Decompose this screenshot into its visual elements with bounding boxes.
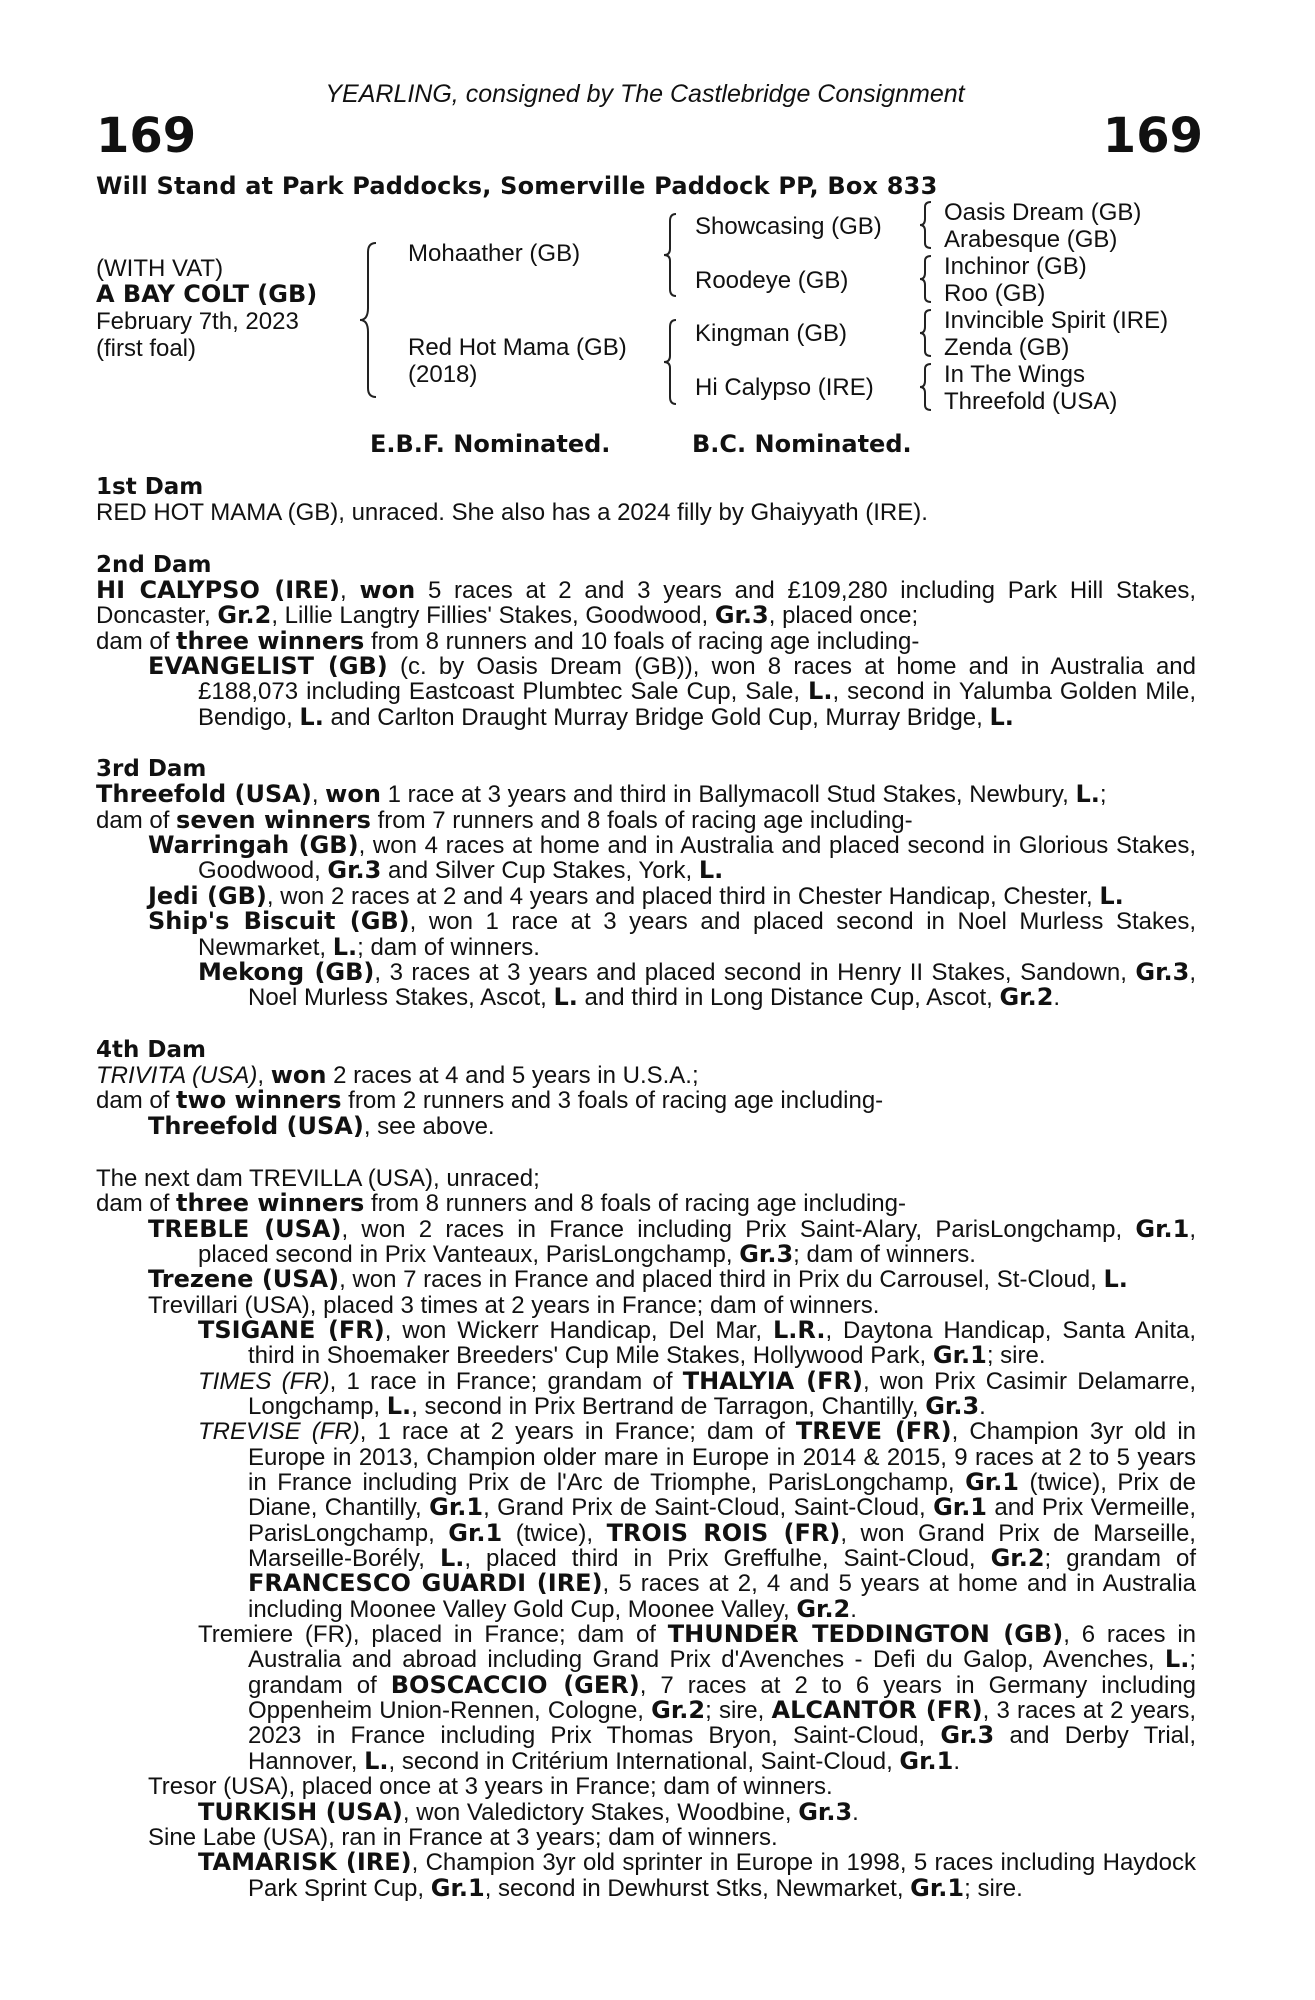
stand-location: Will Stand at Park Paddocks, Somerville Paddock PP, Box 833	[96, 172, 938, 200]
progeny-trevillari: Trevillari (USA), placed 3 times at 2 years in France; dam of winners.	[148, 1291, 880, 1319]
progeny-treble: TREBLE (USA), won 2 races in France including Prix Saint-Alary, ParisLongchamp, Gr.1, placed second in Prix Vanteaux, ParisLongchamp, Gr.3; dam of winners.	[148, 1214, 1197, 1268]
pedigree-dds: In The Wings	[944, 361, 1085, 388]
progeny-sine-labe: Sine Labe (USA), ran in France at 3 years; dam of winners.	[148, 1823, 778, 1851]
progeny-trevise: TREVISE (FR), 1 race at 2 years in France; dam of TREVE (FR), Champion 3yr old in Europe in 2013, Champion older mare in Europe in 2014 & 2015, 9 races at 2 to 5 years in France including Prix de l'Arc de Triomphe, ParisLongchamp, Gr.1 (twice), Prix de Diane, Chantilly, Gr.1, Grand Prix de Saint-Cloud, Saint-Cloud, Gr.1 and Prix Vermeille, ParisLongchamp, Gr.1 (twice), TROIS ROIS (FR), won Grand Prix de Marseille, Marseille-Borély, L., placed third in Prix Greffulhe, Saint-Cloud, Gr.2; grandam of FRANCESCO GUARDI (IRE), 5 races at 2, 4 and 5 years at home and in Australia including Moonee Valley Gold Cup, Moonee Valley, Gr.2.	[198, 1417, 1196, 1623]
third-dam-heading: 3rd Dam	[96, 756, 207, 783]
pedigree-dam-sire: Kingman (GB)	[695, 320, 848, 347]
first-dam-text: RED HOT MAMA (GB), unraced. She also has a 2024 filly by Ghaiyyath (IRE).	[96, 499, 928, 527]
lot-number-left: 169	[96, 108, 197, 164]
vat-note: (WITH VAT)	[96, 255, 224, 282]
pedigree-sds: Inchinor (GB)	[944, 253, 1087, 280]
second-dam-heading: 2nd Dam	[96, 551, 212, 578]
progeny-tamarisk: TAMARISK (IRE), Champion 3yr old sprinter in Europe in 1998, 5 races including Haydock Park Sprint Cup, Gr.1, second in Dewhurst Stks, Newmarket, Gr.1; sire.	[198, 1848, 1196, 1902]
progeny-trezene: Trezene (USA), won 7 races in France and placed third in Prix du Carrousel, St-Cloud, L.	[148, 1265, 1128, 1294]
fourth-dam-heading: 4th Dam	[96, 1036, 206, 1063]
pedigree-sire-brace	[662, 212, 682, 298]
progeny-mekong: Mekong (GB), 3 races at 3 years and placed second in Henry II Stakes, Sandown, Gr.3, Noel Murless Stakes, Ascot, L. and third in Long Distance Cup, Ascot, Gr.2.	[198, 957, 1196, 1012]
pedigree-brace-3d	[918, 362, 936, 412]
pedigree-ssd: Arabesque (GB)	[944, 226, 1118, 253]
pedigree-brace-3c	[918, 308, 936, 358]
pedigree-brace-3a	[918, 200, 936, 250]
progeny-warringah: Warringah (GB), won 4 races at home and in Australia and placed second in Glorious Stakes, Goodwood, Gr.3 and Silver Cup Stakes, York, L.	[148, 831, 1197, 885]
progeny-turkish: TURKISH (USA), won Valedictory Stakes, Woodbine, Gr.3.	[198, 1797, 859, 1826]
catalogue-body	[96, 475, 1196, 1901]
pedigree-sss: Oasis Dream (GB)	[944, 199, 1142, 226]
progeny-threefold: Threefold (USA), see above.	[148, 1111, 495, 1140]
pedigree-sire-sire: Showcasing (GB)	[695, 213, 882, 240]
fourth-dam-text: TRIVITA (USA), won 2 races at 4 and 5 years in U.S.A.; dam of two winners from 2 runners and 3 foals of racing age including-	[96, 1060, 884, 1115]
progeny-tresor: Tresor (USA), placed once at 3 years in France; dam of winners.	[148, 1773, 833, 1801]
pedigree-dam: Red Hot Mama (GB)	[408, 334, 627, 361]
pedigree-dsd: Zenda (GB)	[944, 334, 1070, 361]
progeny-tremiere: Tremiere (FR), placed in France; dam of THUNDER TEDDINGTON (GB), 6 races in Australia and abroad including Grand Prix d'Avenches - Defi du Galop, Avenches, L.; grandam of BOSCACCIO (GER), 7 races at 2 to 6 years in Germany including Oppenheim Union-Rennen, Cologne, Gr.2; sire, ALCANTOR (FR), 3 races at 2 years, 2023 in France including Prix Thomas Bryon, Saint-Cloud, Gr.3 and Derby Trial, Hannover, L., second in Critérium International, Saint-Cloud, Gr.1.	[198, 1620, 1197, 1775]
progeny-jedi: Jedi (GB), won 2 races at 2 and 4 years and placed third in Chester Handicap, Chester, L.	[148, 881, 1124, 910]
progeny-evangelist: EVANGELIST (GB) (c. by Oasis Dream (GB)), won 8 races at home and in Australia and £188,073 including Eastcoast Plumbtec Sale Cup, Sale, L., second in Yalumba Golden Mile, Bendigo, L. and Carlton Draught Murray Bridge Gold Cup, Murray Bridge, L.	[148, 652, 1196, 731]
pedigree-sire-dam: Roodeye (GB)	[695, 267, 849, 294]
pedigree-brace-3b	[918, 254, 936, 304]
horse-name: A BAY COLT (GB)	[96, 280, 318, 308]
next-dam-text: The next dam TREVILLA (USA), unraced; dam of three winners from 8 runners and 8 foals of racing age including-	[96, 1164, 906, 1218]
pedigree-main-brace	[356, 240, 386, 400]
pedigree-dam-brace	[662, 318, 682, 406]
progeny-times: TIMES (FR), 1 race in France; grandam of THALYIA (FR), won Prix Casimir Delamarre, Longchamp, L., second in Prix Bertrand de Tarragon, Chantilly, Gr.3.	[198, 1366, 1196, 1420]
first-dam-heading: 1st Dam	[96, 474, 204, 500]
third-dam-text: Threefold (USA), won 1 race at 3 years and third in Ballymacoll Stud Stakes, Newbury, L.; dam of seven winners from 7 runners and 8 foals of racing age including-	[96, 780, 1107, 834]
pedigree-dam-year: (2018)	[408, 361, 478, 388]
pedigree-ddd: Threefold (USA)	[944, 388, 1118, 415]
pedigree-dss: Invincible Spirit (IRE)	[944, 307, 1169, 334]
foal-note: (first foal)	[96, 335, 197, 362]
second-dam-text: HI CALYPSO (IRE), won 5 races at 2 and 3 years and £109,280 including Park Hill Stakes, Doncaster, Gr.2, Lillie Langtry Fillies' Stakes, Goodwood, Gr.3, placed once; dam of three winners from 8 runners and 10 foals of racing age including-	[96, 576, 1196, 655]
ebf-nominated: E.B.F. Nominated.	[370, 430, 611, 458]
progeny-tsigane: TSIGANE (FR), won Wickerr Handicap, Del Mar, L.R., Daytona Handicap, Santa Anita, third in Shoemaker Breeders' Cup Mile Stakes, Hollywood Park, Gr.1; sire.	[198, 1315, 1197, 1370]
pedigree-sire: Mohaather (GB)	[408, 240, 581, 267]
foaling-date: February 7th, 2023	[96, 308, 299, 335]
pedigree-dam-dam: Hi Calypso (IRE)	[695, 374, 874, 401]
lot-number-right: 169	[1102, 108, 1203, 164]
page-subtitle: YEARLING, consigned by The Castlebridge Consignment	[325, 80, 965, 108]
progeny-ships-biscuit: Ship's Biscuit (GB), won 1 race at 3 years and placed second in Noel Murless Stakes, Newmarket, L.; dam of winners.	[148, 907, 1196, 961]
pedigree-sdd: Roo (GB)	[944, 280, 1046, 307]
bc-nominated: B.C. Nominated.	[692, 430, 912, 458]
